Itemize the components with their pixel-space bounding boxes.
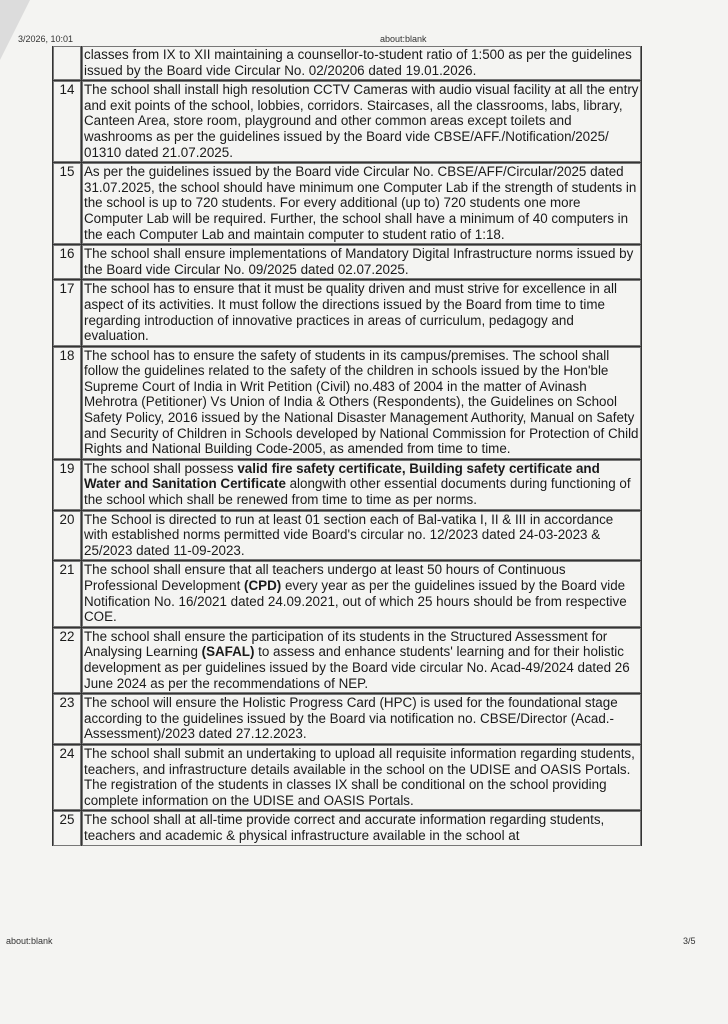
table-row — [53, 81, 642, 163]
print-datetime: 3/2026, 10:01 — [18, 34, 74, 44]
text-segment: As per the guidelines issued by the Board vide Circular No. CBSE/AFF/Circular/2025 dated 31.07.2025, the school should have minimum one Computer Lab if the strength of students in the school is up to 720 students. For every additional (up to) 720 students one more Computer Lab will be required. Further, the school shall have a minimum of 40 computers in the each Computer Lab and maintain computer to student ratio of 1:18. — [84, 164, 637, 242]
text-segment: The school has to ensure that it must be quality driven and must strive for excellence in all aspect of its activities. It must follow the directions issued by the Board from time to time regarding introduction of innovative practices in areas of curriculum, pedagogy and evaluation. — [84, 281, 617, 344]
text-segment: alongwith other essential documents during functioning of the school which shall be renewed from time to time as per norms. — [84, 476, 631, 508]
text-segment: every year as per the guidelines issued by the Board vide Notification No. 16/2021 dated 24.09.2021, out of which 25 hours should be from respective COE. — [84, 578, 627, 625]
table-row — [53, 46, 642, 81]
text-segment: classes from IX to XII maintaining a counsellor-to-student ratio of 1:500 as per the guidelines issued by the Board vide Circular No. 02/20206 dated 19.01.2026. — [84, 47, 632, 78]
text-segment: The school shall ensure implementations of Mandatory Digital Infrastructure norms issued by the Board vide Circular No. 09/2025 dated 02.07.2025. — [84, 246, 634, 277]
row-number: 20 — [53, 510, 82, 561]
print-page-number: 3/5 — [683, 936, 696, 946]
table-row — [53, 163, 642, 245]
text-segment: The School is directed to run at least 01 section each of Bal-vatika I, II & III in accordance with established norms permitted vide Board's circular no. 12/2023 dated 24-03-2023 & 25/2023 dated 11-09-2023. — [84, 511, 614, 558]
row-number: 21 — [53, 561, 82, 627]
conditions-table — [52, 46, 642, 846]
row-number: 19 — [53, 459, 82, 510]
page-fold-corner — [0, 0, 30, 60]
row-text — [82, 561, 642, 627]
text-segment: The school shall at all-time provide correct and accurate information regarding students, teachers and academic & physical infrastructure available in the school at — [84, 812, 605, 843]
table-row — [53, 346, 642, 459]
text-segment: to assess and enhance students' learning and for their holistic development as per guidelines issued by the Board vide circular No. Acad-49/2024 dated 26 June 2024 as per the recommendations of NEP. — [84, 644, 630, 691]
text-segment: The school shall ensure that all teachers undergo at least 50 hours of Continuous Professional Development — [84, 562, 566, 593]
row-text — [82, 459, 642, 510]
row-number — [53, 46, 82, 81]
row-text — [82, 744, 642, 810]
table-row — [53, 811, 642, 846]
row-text — [82, 510, 642, 561]
text-segment: The school shall install high resolution CCTV Cameras with audio visual facility at all the entry and exit points of the school, lobbies, corridors. Staircases, all the classrooms, labs, library, Canteen Area, store room, playground and other common areas except toilets and washrooms as per the guidelines issued by the Board vide CBSE/AFF./Notification/2025/ 01310 dated 21.07.2025. — [84, 82, 639, 160]
text-segment: The school shall possess — [84, 460, 238, 476]
table-row — [53, 627, 642, 693]
table-row — [53, 694, 642, 745]
table-row — [53, 280, 642, 346]
row-text — [82, 163, 642, 245]
print-footer-url: about:blank — [6, 936, 53, 946]
row-text — [82, 811, 642, 846]
row-number: 16 — [53, 245, 82, 280]
row-number: 22 — [53, 627, 82, 693]
text-segment: The school shall submit an undertaking to upload all requisite information regarding students, teachers, and infrastructure details available in the school on the UDISE and OASIS Portals. The registration of the students in classes IX shall be conditional on the school providing complete information on the UDISE and OASIS Portals. — [84, 745, 635, 808]
row-number: 18 — [53, 346, 82, 459]
row-text — [82, 694, 642, 745]
row-text — [82, 627, 642, 693]
table-row — [53, 459, 642, 510]
table-row — [53, 510, 642, 561]
text-segment: The school has to ensure the safety of students in its campus/premises. The school shall follow the guidelines related to the safety of the children in schools issued by the Hon'ble Supreme Court of India in Writ Petition (Civil) no.483 of 2004 in the matter of Avinash Mehrotra (Petitioner) Vs Union of India & Others (Respondents), the Guidelines on School Safety Policy, 2016 issued by the National Disaster Management Authority, Manual on Safety and Security of Children in Schools developed by National Commission for Protection of Child Rights and National Building Code-2005, as amended from time to time. — [84, 347, 639, 457]
row-number: 17 — [53, 280, 82, 346]
row-number: 14 — [53, 81, 82, 163]
bold-text-segment: (SAFAL) — [201, 644, 255, 660]
row-number: 24 — [53, 744, 82, 810]
bold-text-segment: (CPD) — [244, 578, 282, 593]
row-number: 25 — [53, 811, 82, 846]
table-row — [53, 245, 642, 280]
table-row — [53, 561, 642, 627]
row-number: 15 — [53, 163, 82, 245]
row-text — [82, 280, 642, 346]
text-segment: The school will ensure the Holistic Progress Card (HPC) is used for the foundational stage according to the guidelines issued by the Board via notification no. CBSE/Director (Acad.-Assessment)/2023 dated 27.12.2023. — [84, 695, 618, 742]
table-row — [53, 744, 642, 810]
text-segment: The school shall ensure the participation of its students in the Structured Assessment for Analysing Learning — [84, 628, 608, 660]
row-text — [82, 245, 642, 280]
print-page-title: about:blank — [380, 34, 427, 44]
bold-text-segment: valid fire safety certificate, Building safety certificate and Water and Sanitation Certificate — [84, 460, 600, 492]
row-text — [82, 346, 642, 459]
row-number: 23 — [53, 694, 82, 745]
row-text — [82, 81, 642, 163]
row-text — [82, 46, 642, 81]
